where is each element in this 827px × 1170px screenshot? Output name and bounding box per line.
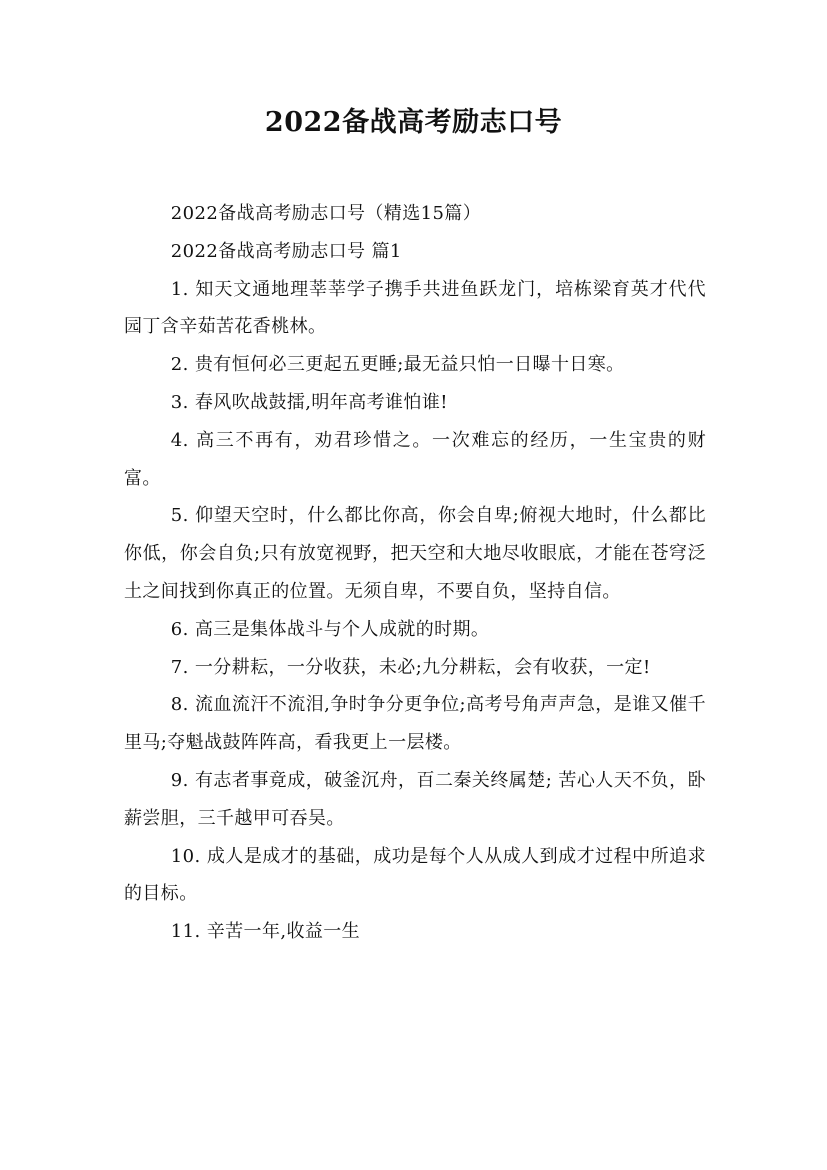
paragraph: 7. 一分耕耘，一分收获，未必;九分耕耘，会有收获，一定! <box>170 656 651 678</box>
document-body <box>124 195 706 951</box>
paragraph: 4. 高三不再有，劝君珍惜之。一次难忘的经历，一生宝贵的财富。 <box>124 429 706 489</box>
paragraph: 2022备战高考励志口号 篇1 <box>170 240 402 262</box>
paragraph: 2. 贵有恒何必三更起五更睡;最无益只怕一日曝十日寒。 <box>170 354 625 376</box>
paragraph: 2022备战高考励志口号（精选15篇） <box>170 203 482 224</box>
document-title: 2022备战高考励志口号 <box>264 107 563 138</box>
paragraph: 3. 春风吹战鼓擂,明年高考谁怕谁! <box>170 391 448 413</box>
paragraph: 6. 高三是集体战斗与个人成就的时期。 <box>170 618 490 640</box>
paragraph: 11. 辛苦一年,收益一生 <box>170 921 361 943</box>
paragraph: 1. 知天文通地理莘莘学子携手共进鱼跃龙门，培栋梁育英才代代园丁含辛茹苦花香桃林。 <box>124 278 706 338</box>
paragraph: 10. 成人是成才的基础，成功是每个人从成人到成才过程中所追求的目标。 <box>124 845 706 905</box>
paragraph: 5. 仰望天空时，什么都比你高，你会自卑;俯视大地时，什么都比你低，你会自负;只有放宽视野，把天空和大地尽收眼底，才能在苍穹泛土之间找到你真正的位置。无须自卑，不要自负，坚持自信。 <box>124 505 706 602</box>
paragraph: 8. 流血流汗不流泪,争时争分更争位;高考号角声声急，是谁又催千里马;夺魁战鼓阵阵高，看我更上一层楼。 <box>124 694 706 754</box>
paragraph: 9. 有志者事竟成，破釜沉舟，百二秦关终属楚; 苦心人天不负，卧薪尝胆，三千越甲可吞吴。 <box>124 769 706 829</box>
